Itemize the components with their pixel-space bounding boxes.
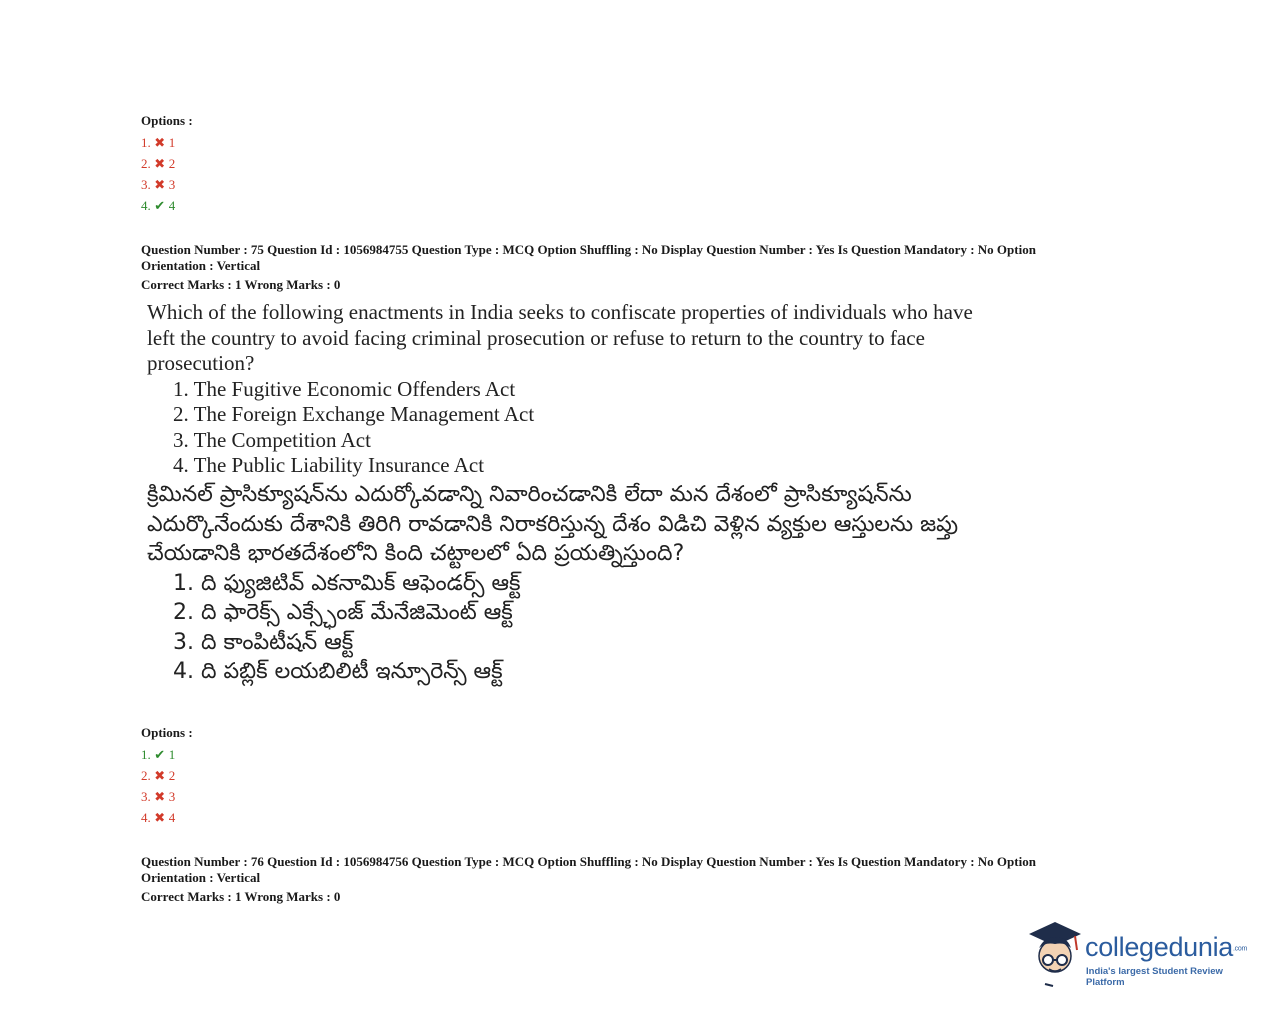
question-marks: Correct Marks : 1 Wrong Marks : 0 [141, 277, 341, 292]
option-item: 2. ✖ 2 [141, 153, 193, 174]
choice-item: 1. The Fugitive Economic Offenders Act [173, 376, 516, 401]
cross-icon: ✖ [154, 135, 166, 150]
mascot-icon [1025, 918, 1085, 988]
collegedunia-logo [1025, 918, 1255, 988]
question-choices-en [173, 377, 987, 479]
logo-tagline: India's largest Student Review Platform [1086, 966, 1223, 988]
cross-icon: ✖ [154, 789, 166, 804]
question-stem-te: క్రిమినల్ ప్రాసిక్యూషన్‌ను ఎదుర్కోవడాన్ని నివారించడానికి లేదా మన దేశంలో ప్రాసిక్యూషన్‌ను ఎదుర్కొనేందుకు దేశానికి తిరిగి రావడానికి నిరాకరిస్తున్న దేశం విడిచి వెళ్లిన వ్యక్తుల ఆస్తులను జప్తు చేయడానికి భారతదేశంలోని కింది చట్టాలలో ఏది ప్రయత్నిస్తుంది? [147, 482, 959, 566]
question-text-en [147, 300, 987, 479]
cross-icon: ✖ [154, 810, 166, 825]
question-meta-76 [141, 854, 1131, 905]
logo-wordmark: collegedunia.com [1085, 932, 1248, 962]
options-list [141, 744, 193, 828]
question-meta-line: Orientation : Vertical [141, 870, 261, 885]
question-meta-75 [141, 242, 1131, 293]
options-block-75 [141, 725, 193, 828]
cross-icon: ✖ [154, 156, 166, 171]
options-list [141, 132, 193, 216]
cross-icon: ✖ [154, 768, 166, 783]
choice-item: 3. The Competition Act [173, 427, 371, 452]
option-item: 4. ✖ 4 [141, 807, 193, 828]
question-meta-line: Question Number : 75 Question Id : 1056984755 Question Type : MCQ Option Shuffling : No Display Question Number : Yes Is Question Mandatory : No Option [141, 242, 1036, 257]
options-heading: Options : [141, 113, 193, 128]
question-stem: Which of the following enactments in India seeks to confiscate properties of individuals who have left the country to avoid facing criminal prosecution or refuse to return to the country to face prosecution? [147, 300, 973, 375]
option-item: 3. ✖ 3 [141, 786, 193, 807]
check-icon: ✔ [154, 747, 166, 762]
options-block-top [141, 113, 193, 216]
option-item: 4. ✔ 4 [141, 195, 193, 216]
question-choices-te [173, 569, 987, 687]
choice-item-te: 4. ది పబ్లిక్ లయబిలిటీ ఇన్సూరెన్స్ ఆక్ట్ [173, 659, 503, 684]
choice-item: 2. The Foreign Exchange Management Act [173, 402, 535, 426]
question-text-te [147, 480, 987, 687]
choice-item-te: 3. ది కాంపిటీషన్ ఆక్ట్ [173, 629, 354, 655]
option-item: 2. ✖ 2 [141, 765, 193, 786]
question-marks: Correct Marks : 1 Wrong Marks : 0 [141, 889, 341, 904]
choice-item-te: 1. ది ఫ్యుజిటివ్ ఎకనామిక్ ఆఫెండర్స్ ఆక్ట్ [173, 570, 521, 596]
options-heading: Options : [141, 725, 193, 740]
question-meta-line: Orientation : Vertical [141, 258, 261, 273]
option-item: 1. ✔ 1 [141, 744, 193, 765]
cross-icon: ✖ [154, 177, 166, 192]
question-meta-line: Question Number : 76 Question Id : 1056984756 Question Type : MCQ Option Shuffling : No Display Question Number : Yes Is Question Mandatory : No Option [141, 854, 1036, 869]
choice-item-te: 2. ది ఫారెక్స్ ఎక్స్ఛేంజ్ మేనేజిమెంట్ ఆక్ట్ [173, 600, 513, 625]
choice-item: 4. The Public Liability Insurance Act [173, 453, 485, 477]
option-item: 1. ✖ 1 [141, 132, 193, 153]
option-item: 3. ✖ 3 [141, 174, 193, 195]
check-icon: ✔ [154, 198, 166, 213]
